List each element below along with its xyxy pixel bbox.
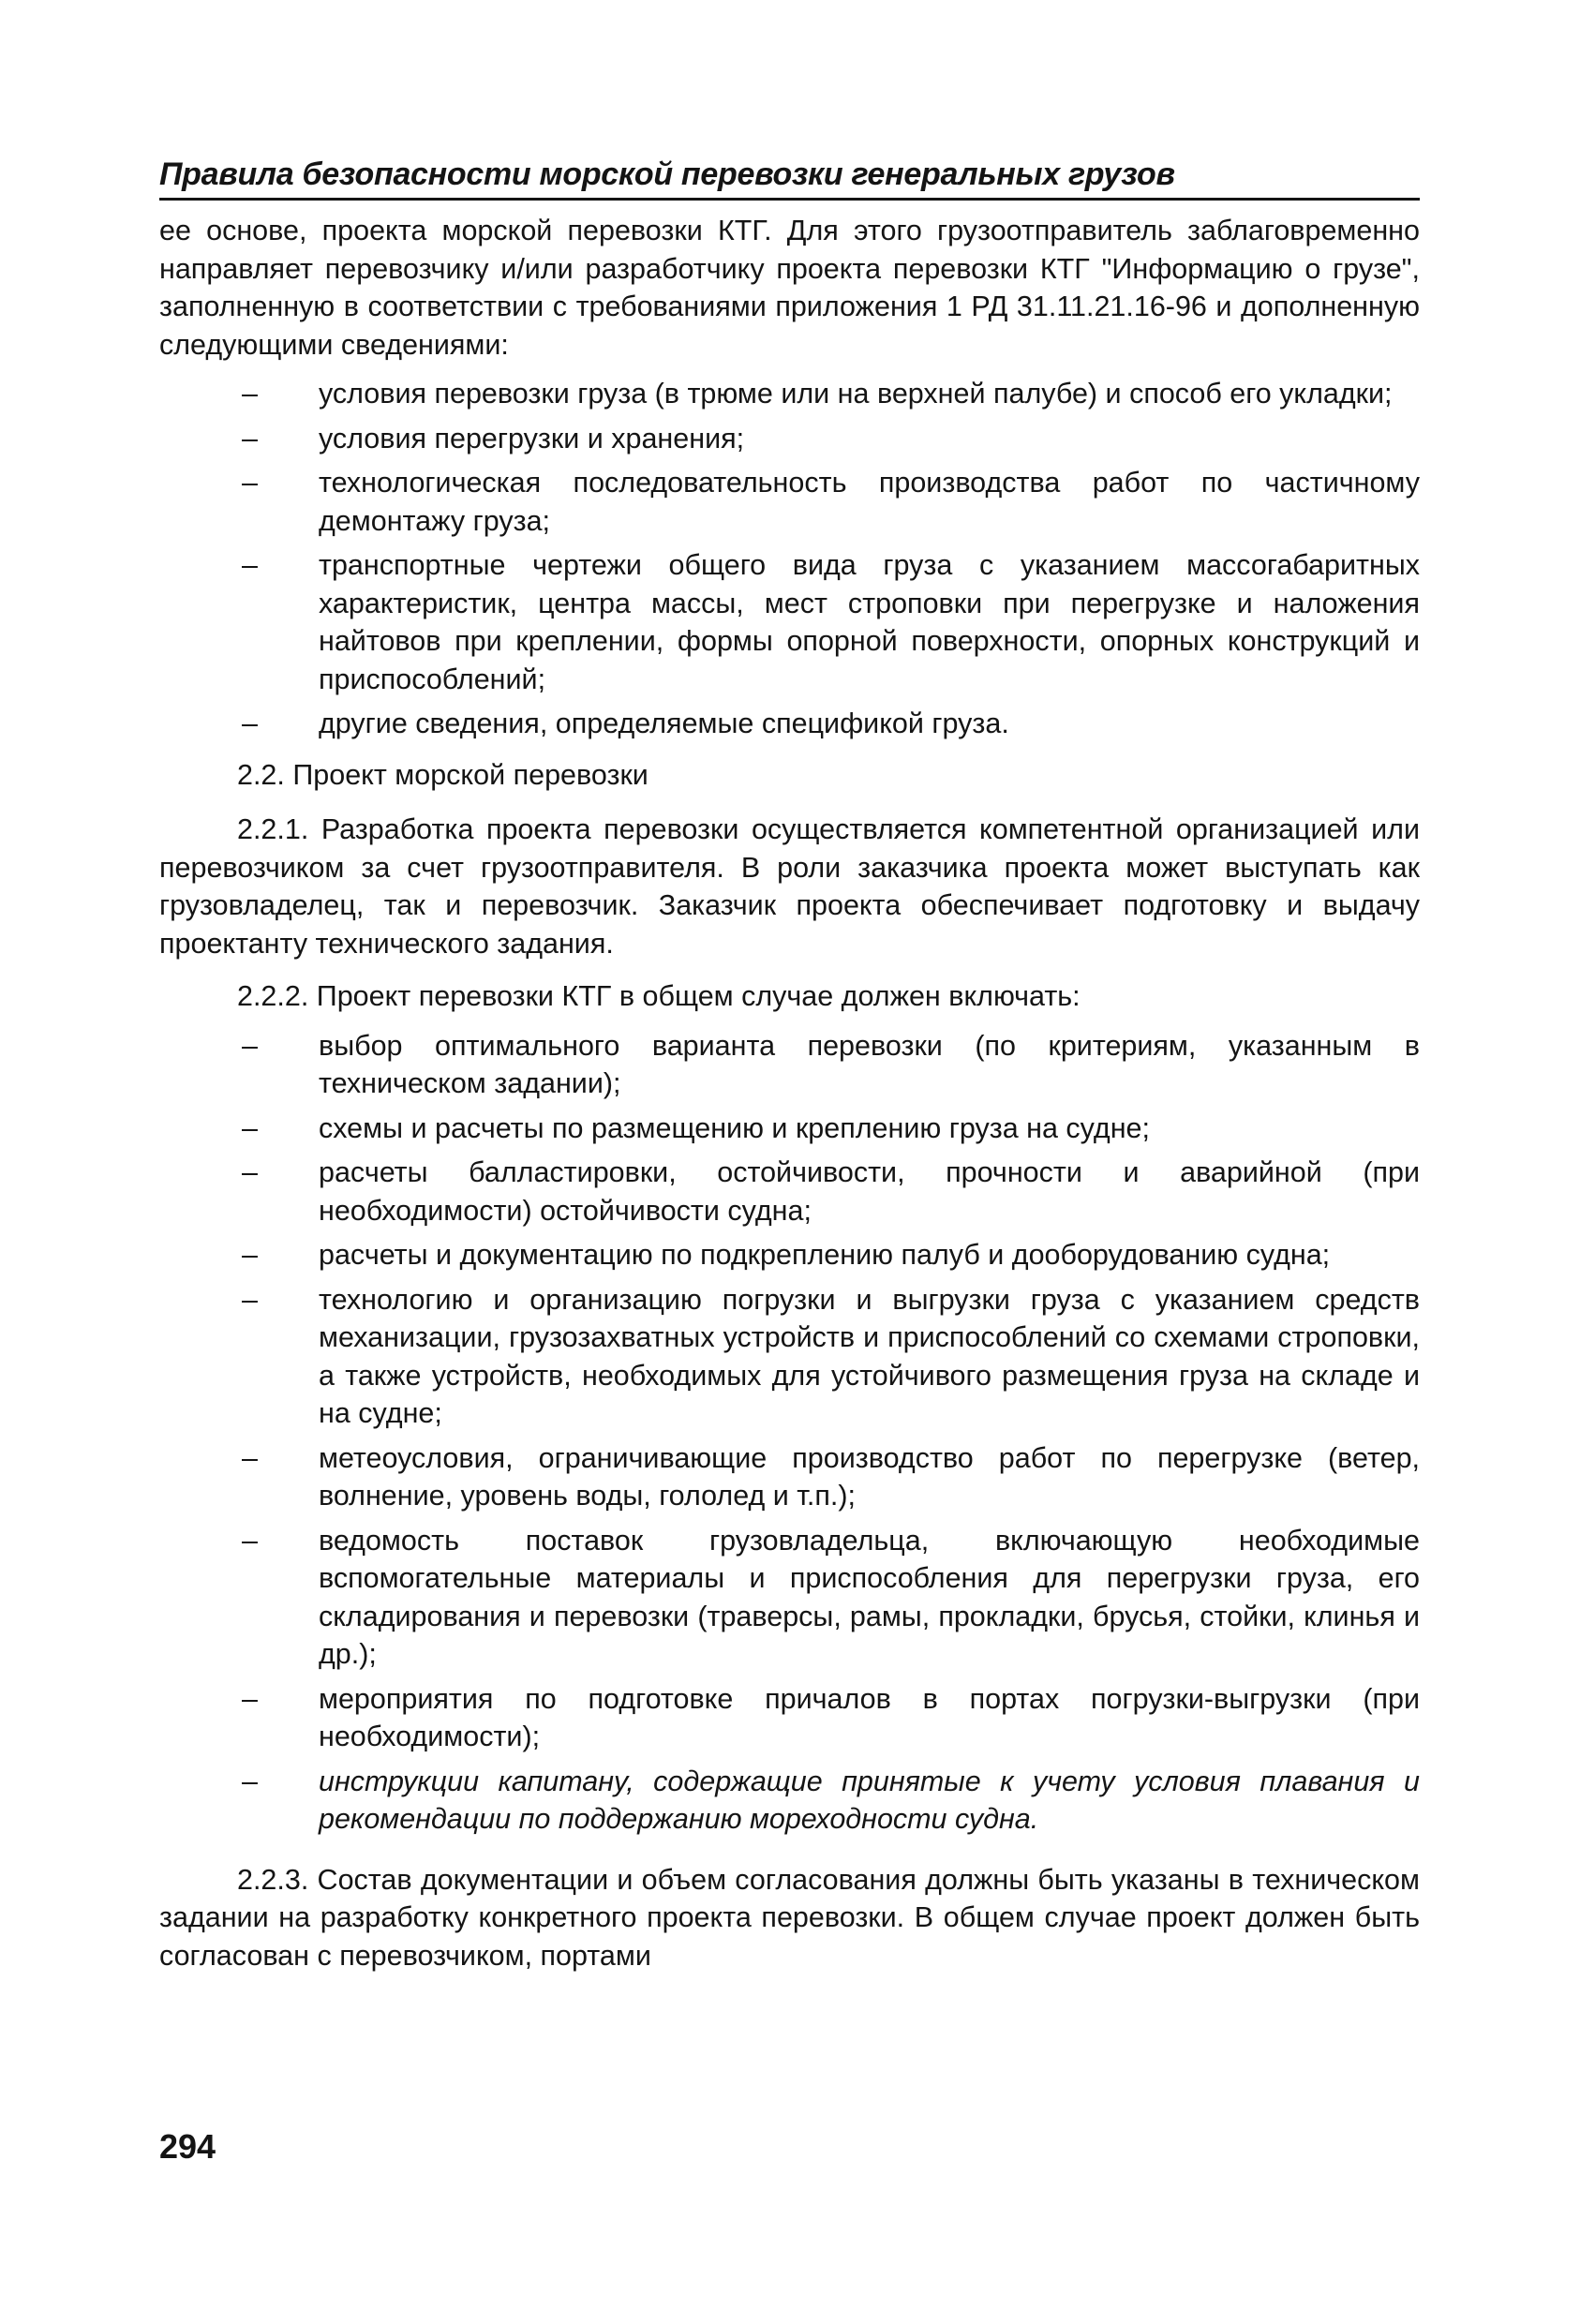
paragraph-2-2-1: 2.2.1. Разработка проекта перевозки осуществляется компетентной организацией или перевозчиком за счет грузоотправителя. В роли заказчика проекта может выступать как грузовладелец, так и перевозчик. Заказчик проекта обеспечивает подготовку и выдачу проектанту технического задания. [159,813,1420,960]
list-item: – транспортные чертежи общего вида груза с указанием массогабаритных характеристик, центра массы, мест строповки при перегрузке и наложения найтовов при креплении, формы опорной поверхности, опорных конструкций и приспособлений; [159,546,1420,698]
list-item: – метеоусловия, ограничивающие производство работ по перегрузке (ветер, волнение, уровень воды, гололед и т.п.); [159,1439,1420,1515]
list-item: – инструкции капитану, содержащие принятые к учету условия плавания и рекомендации по поддержанию мореходности судна. [159,1763,1420,1839]
list-item: – ведомость поставок грузовладельца, включающую необходимые вспомогательные материалы и приспособления для перегрузки груза, его складирования и перевозки (траверсы, рамы, прокладки, брусья, стойки, клинья и др.); [159,1522,1420,1674]
dash-marker: – [242,549,258,581]
dash-marker: – [242,467,258,499]
paragraph-2-2-2: 2.2.2. Проект перевозки КТГ в общем случае должен включать: [237,980,1081,1012]
dash-marker: – [242,378,258,410]
intro-paragraph: ее основе, проекта морской перевозки КТГ. Для этого грузоотправитель заблаговременно направляет перевозчику и/или разработчику проекта перевозки КТГ "Информацию о грузе", заполненную в соответствии с требованиями приложения 1 РД 31.11.21.16-96 и дополненную следующими сведениями: [159,215,1420,361]
list-item: – схемы и расчеты по размещению и креплению груза на судне; [159,1110,1420,1148]
body-text [159,212,1420,1974]
dash-marker: – [242,1682,258,1715]
page-number: 294 [159,2127,216,2166]
dash-marker: – [242,1283,258,1316]
dash-marker: – [242,1441,258,1474]
dash-marker: – [242,1765,258,1797]
running-head: Правила безопасности морской перевозки генеральных грузов [159,155,1420,201]
dash-marker: – [242,1524,258,1557]
list-item: – выбор оптимального варианта перевозки (по критериям, указанным в техническом задании); [159,1027,1420,1103]
document-page [159,155,1420,1974]
dash-marker: – [242,1111,258,1144]
list-item: – условия перегрузки и хранения; [159,420,1420,458]
paragraph-2-2-3: 2.2.3. Состав документации и объем согласования должны быть указаны в техническом задании на разработку конкретного проекта перевозки. В общем случае проект должен быть согласован с перевозчиком, портами [159,1863,1420,1972]
list-item: – условия перевозки груза (в трюме или на верхней палубе) и способ его укладки; [159,375,1420,413]
cargo-info-list [159,375,1420,743]
list-item: – технологическая последовательность производства работ по частичному демонтажу груза; [159,464,1420,540]
list-item: – технологию и организацию погрузки и выгрузки груза с указанием средств механизации, грузозахватных устройств и приспособлений со схемами строповки, а также устройств, необходимых для устойчивого размещения груза на складе и на судне; [159,1281,1420,1433]
list-item: – расчеты балластировки, остойчивости, прочности и аварийной (при необходимости) остойчивости судна; [159,1154,1420,1229]
list-item: – другие сведения, определяемые спецификой груза. [159,705,1420,743]
list-item: – расчеты и документацию по подкреплению палуб и дооборудованию судна; [159,1236,1420,1274]
section-heading: 2.2. Проект морской перевозки [237,758,648,791]
dash-marker: – [242,1029,258,1062]
dash-marker: – [242,1156,258,1188]
dash-marker: – [242,1239,258,1271]
project-contents-list [159,1027,1420,1839]
dash-marker: – [242,708,258,739]
dash-marker: – [242,422,258,454]
list-item: – мероприятия по подготовке причалов в портах погрузки-выгрузки (при необходимости); [159,1680,1420,1756]
